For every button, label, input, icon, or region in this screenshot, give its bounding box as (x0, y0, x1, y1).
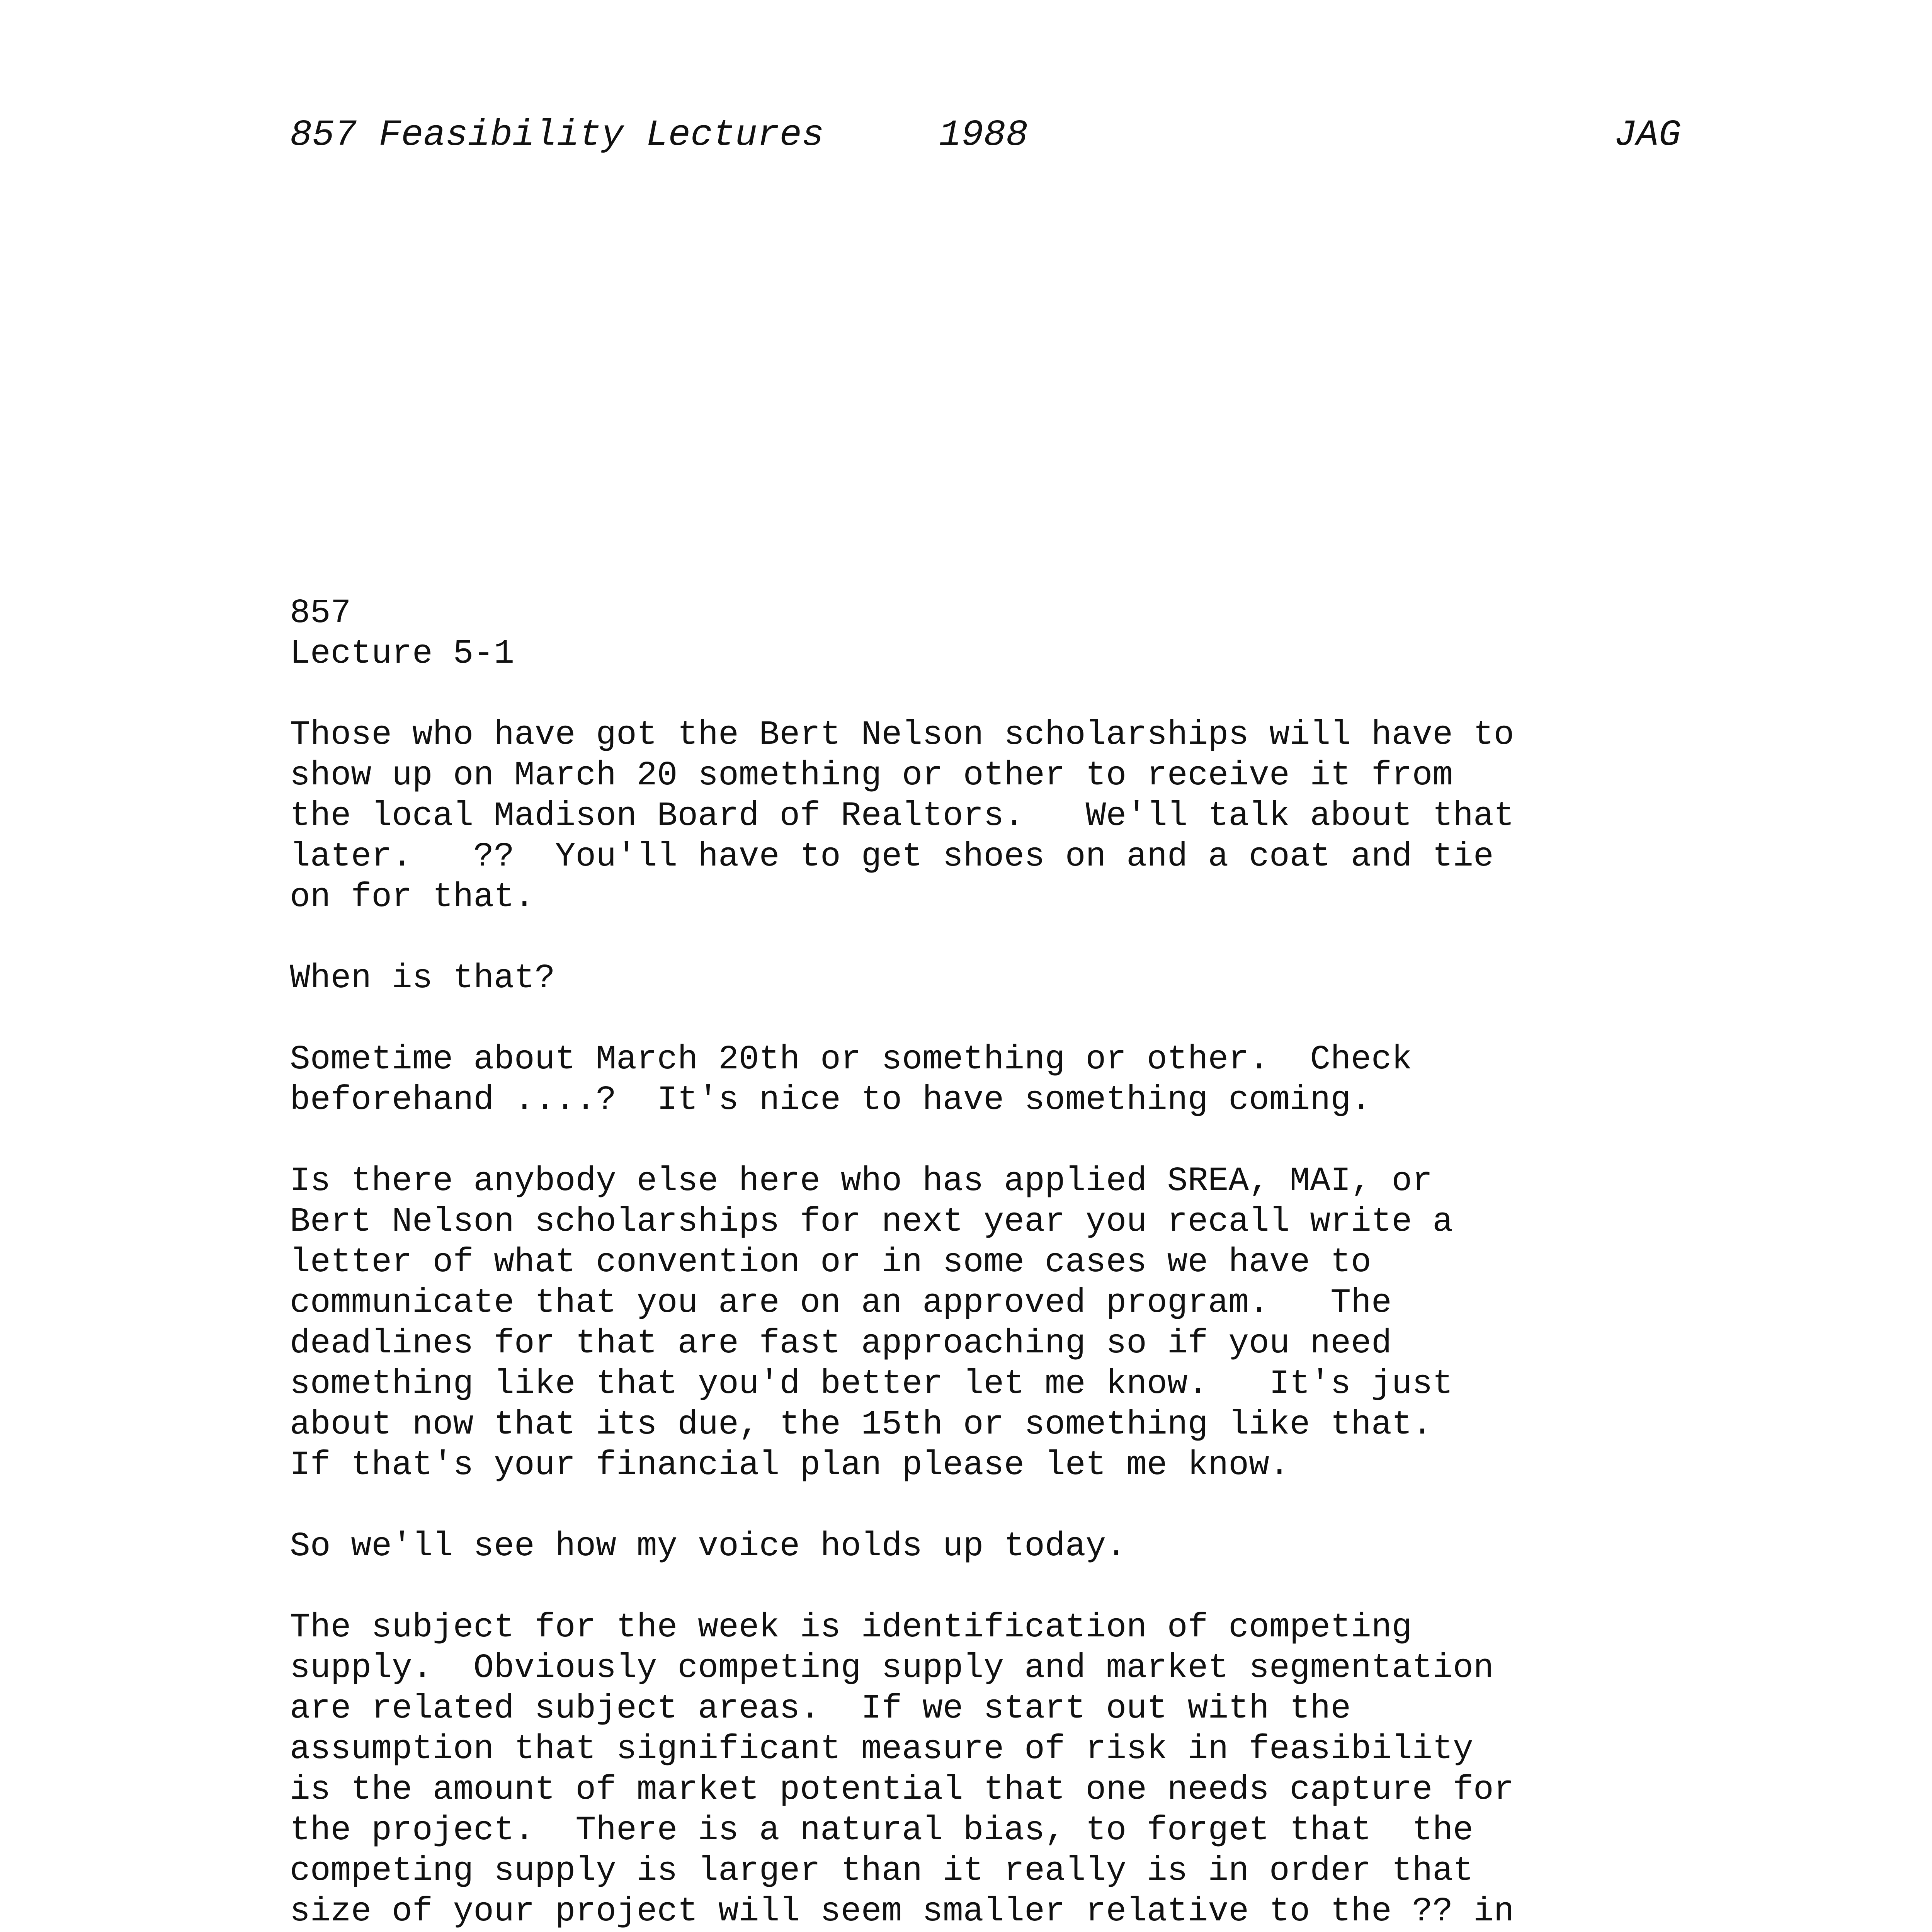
paragraph-gap (290, 999, 1719, 1039)
text-line: the local Madison Board of Realtors. We'll talk about that (290, 797, 1514, 835)
paragraph-question (290, 958, 1719, 999)
text-line: is the amount of market potential that one needs capture for (290, 1771, 1514, 1809)
text-line: So we'll see how my voice holds up today. (290, 1527, 1127, 1566)
text-line: deadlines for that are fast approaching so if you need (290, 1325, 1392, 1363)
text-line: Sometime about March 20th or something or other. Check (290, 1041, 1412, 1079)
text-line: show up on March 20 something or other to receive it from (290, 757, 1453, 795)
text-line: something like that you'd better let me know. It's just (290, 1365, 1453, 1403)
text-line: the project. There is a natural bias, to forget that the (290, 1811, 1473, 1850)
text-line: Is there anybody else here who has applied SREA, MAI, or (290, 1162, 1433, 1201)
lecture-body (290, 593, 1719, 1932)
text-line: If that's your financial plan please let me know. (290, 1446, 1290, 1485)
text-line: supply. Obviously competing supply and market segmentation (290, 1649, 1494, 1687)
lecture-title: Lecture 5-1 (290, 635, 514, 673)
paragraph-applications (290, 1161, 1719, 1486)
paragraph-scholarships (290, 715, 1719, 918)
text-line: are related subject areas. If we start out with the (290, 1690, 1351, 1728)
paragraph-answer (290, 1039, 1719, 1121)
text-line: beforehand ....? It's nice to have something coming. (290, 1081, 1371, 1119)
text-line: Those who have got the Bert Nelson scholarships will have to (290, 716, 1514, 754)
text-line: assumption that significant measure of risk in feasibility (290, 1730, 1473, 1769)
text-line: on for that. (290, 878, 535, 917)
paragraph-competing-supply (290, 1607, 1719, 1932)
text-line: competing supply is larger than it really is in order that (290, 1852, 1473, 1890)
paragraph-gap (290, 1121, 1719, 1161)
text-line: Bert Nelson scholarships for next year you recall write a (290, 1203, 1453, 1241)
header-initials: JAG (1614, 114, 1681, 156)
header-title: 857 Feasibility Lectures (290, 114, 824, 156)
text-line: about now that its due, the 15th or something like that. (290, 1406, 1433, 1444)
running-header (290, 112, 1681, 158)
paragraph-gap (290, 674, 1719, 715)
header-year: 1988 (939, 114, 1028, 156)
paragraph-voice (290, 1526, 1719, 1567)
text-line: The subject for the week is identification of competing (290, 1609, 1412, 1647)
text-line: letter of what convention or in some cases we have to (290, 1243, 1371, 1282)
text-line: size of your project will seem smaller relative to the ?? in (290, 1893, 1514, 1931)
paragraph-gap (290, 1486, 1719, 1526)
paragraph-gap (290, 1567, 1719, 1607)
text-line: communicate that you are on an approved program. The (290, 1284, 1392, 1322)
text-line: later. ?? You'll have to get shoes on and a coat and tie (290, 838, 1494, 876)
course-number: 857 (290, 594, 351, 633)
text-line: When is that? (290, 959, 555, 998)
paragraph-gap (290, 918, 1719, 958)
